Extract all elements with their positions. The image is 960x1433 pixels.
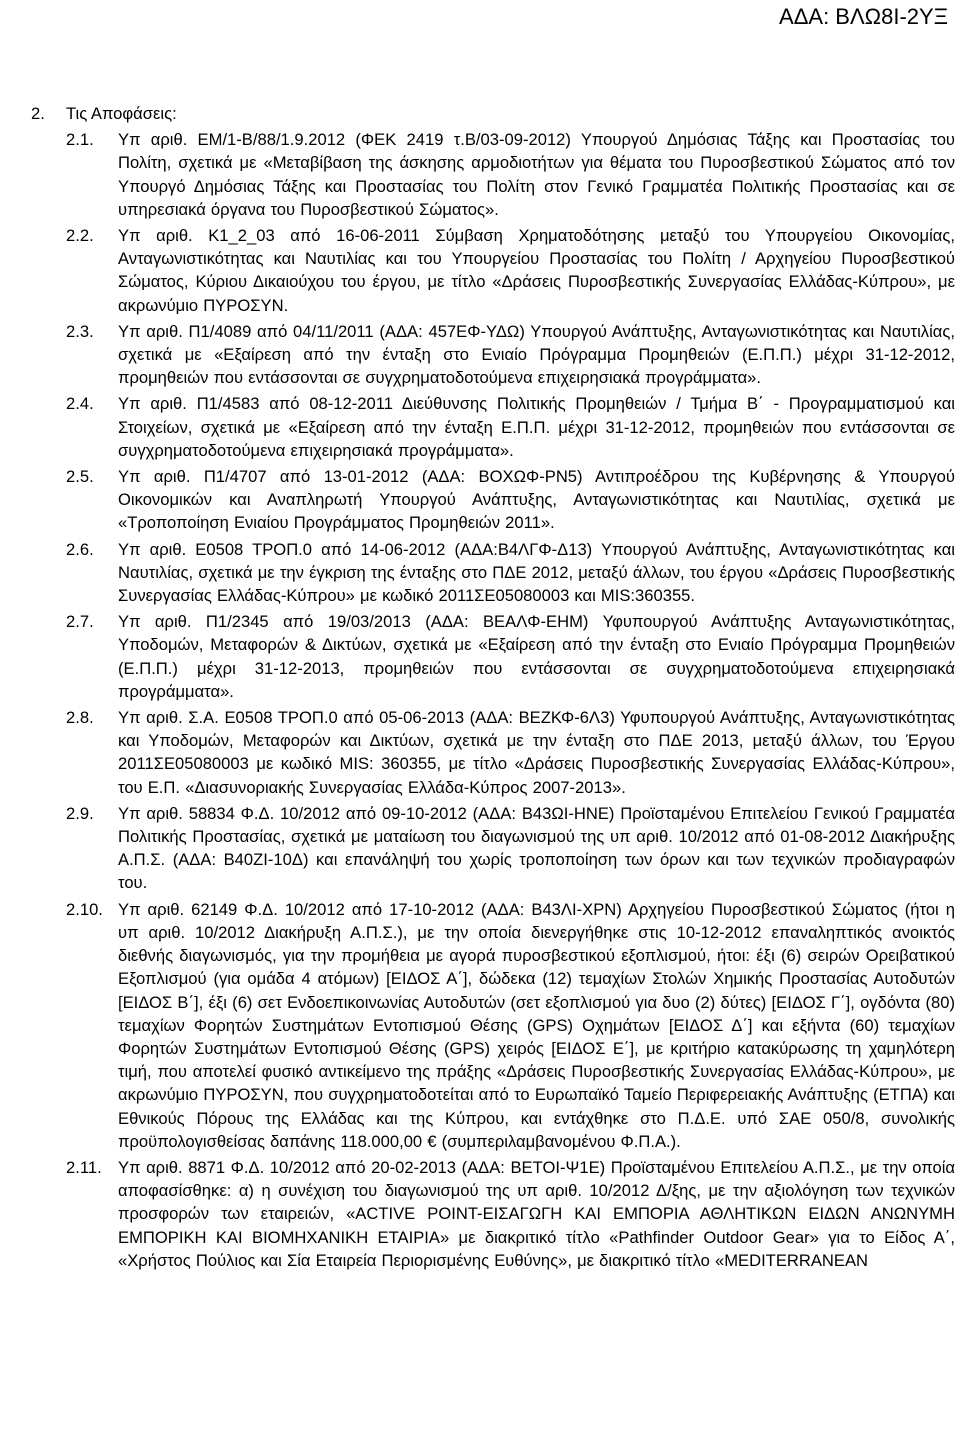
item-number: 2.8. [66,708,94,728]
document-code: ΑΔΑ: ΒΛΩ8Ι-2ΥΞ [779,4,948,29]
item-number: 2.7. [66,612,94,632]
item-text: Υπ αριθ. 8871 Φ.Δ. 10/2012 από 20-02-2013 (ΑΔΑ: ΒΕΤΟΙ-Ψ1Ε) Προϊσταμένου Επιτελείου Α.Π.Σ., με την οποία αποφασίσθηκε: α) η συνέχιση του διαγωνισμού της υπ αριθ. 10/2012 Δ/ξης, με την αξιολόγηση των τεχνικών προσφορών των εταιρειών, «ACTIVE POINT-ΕΙΣΑΓΩΓΗ ΚΑΙ ΕΜΠΟΡΙΑ ΑΘΛΗΤΙΚΩΝ ΕΙΔΩΝ ΑΝΩΝΥΜΗ ΕΜΠΟΡΙΚΗ ΚΑΙ ΒΙΟΜΗΧΑΝΙΚΗ ΕΤΑΙΡΙΑ» με διακριτικό τίτλο «Pathfinder Outdoor Gear» για το Είδος Α΄, «Χρήστος Πούλιος και Σία Εταιρεία Περιορισμένης Ευθύνης», με διακριτικό τίτλο «MEDITERRANEAN [118,1157,955,1270]
list-item [0,1156,960,1272]
list-item [0,224,960,317]
item-number: 2.4. [66,394,94,414]
list-item [0,706,960,799]
list-item [0,802,960,895]
list-item [0,320,960,390]
document-body [0,102,960,1272]
item-number: 2.11. [66,1157,102,1177]
list-item [0,610,960,703]
item-text: Υπ αριθ. Π1/4089 από 04/11/2011 (ΑΔΑ: 457ΕΦ-ΥΔΩ) Υπουργού Ανάπτυξης, Ανταγωνιστικότητας και Ναυτιλίας, σχετικά με «Εξαίρεση από την ένταξη στο Ενιαίο Πρόγραμμα Προμηθειών (Ε.Π.Π.) μέχρι 31-12-2012, προμηθειών που εντάσσονται σε συγχρηματοδοτούμενα επιχειρησιακά προγράμματα». [118,321,955,388]
list-item [0,538,960,608]
item-text: Υπ αριθ. Π1/4583 από 08-12-2011 Διεύθυνσης Πολιτικής Προμηθειών / Τμήμα Β΄ - Προγραμματισμού και Στοιχείων, σχετικά με «Εξαίρεση από την ένταξη Ε.Π.Π. μέχρι 31-12-2012, προμηθειών που εντάσσονται σε συγχρηματοδοτούμενα επιχειρησιακά προγράμματα». [118,394,955,460]
item-text: Υπ αριθ. Π1/4707 από 13-01-2012 (ΑΔΑ: ΒΟΧΩΦ-ΡΝ5) Αντιπροέδρου της Κυβέρνησης & Υπουργού Οικονομικών και Αναπληρωτή Υπουργού Ανάπτυξης, Ανταγωνιστικότητας και Ναυτιλίας, σχετικά με «Τροποποίηση Ενιαίου Προγράμματος Προμηθειών 2011». [118,467,955,533]
item-number: 2.1. [66,130,94,150]
item-number: 2.5. [66,467,94,487]
item-number: 2.6. [66,539,94,559]
item-number: 2.2. [66,226,94,245]
item-text: Υπ αριθ. Κ1_2_03 από 16-06-2011 Σύμβαση Χρηματοδότησης μεταξύ του Υπουργείου Οικονομίας, Ανταγωνιστικότητας και Ναυτιλίας και του Υπουργείου Προστασίας του Πολίτη / Αρχηγείου Πυροσβεστικού Σώματος, Κύριου Δικαιούχου του έργου, με τίτλο «Δράσεις Πυροσβεστικής Συνεργασίας Ελλάδας-Κύπρου», με ακρωνύμιο ΠΥΡΟΣΥΝ. [118,226,955,315]
item-text: Υπ αριθ. 58834 Φ.Δ. 10/2012 από 09-10-2012 (ΑΔΑ: Β43ΩΙ-ΗΝΕ) Προϊσταμένου Επιτελείου Γενικού Γραμματέα Πολιτικής Προστασίας, σχετικά με ματαίωση του διαγωνισμού της υπ αριθ. 10/2012 από 01-08-2012 Διακήρυξης Α.Π.Σ. (ΑΔΑ: Β40ΖΙ-10Δ) και επανάληψή του χωρίς τροποποίηση των όρων και των τεχνικών προδιαγραφών του. [118,803,955,893]
section-number: 2. [31,104,45,123]
list-item [0,898,960,1153]
section-title: Τις Αποφάσεις: [66,104,177,123]
item-text: Υπ αριθ. ΕΜ/1-Β/88/1.9.2012 (ΦΕΚ 2419 τ.Β/03-09-2012) Υπουργού Δημόσιας Τάξης και Προστασίας του Πολίτη, σχετικά με «Μεταβίβαση της άσκησης αρμοδιοτήτων για θέματα του Πυροσβεστικού Σώματος από τον Υπουργό Δημόσιας Τάξης και Προστασίας του Πολίτη στον Γενικό Γραμματέα Πολιτικής Προστασίας και σε υπηρεσιακά όργανα του Πυροσβεστικού Σώματος». [118,130,955,219]
list-item [0,392,960,462]
item-text: Υπ αριθ. 62149 Φ.Δ. 10/2012 από 17-10-2012 (ΑΔΑ: Β43ΛΙ-ΧΡΝ) Αρχηγείου Πυροσβεστικού Σώματος (ήτοι η υπ αριθ. 10/2012 Διακήρυξη Α.Π.Σ.), με την οποία διενεργήθηκε στις 10-12-2012 επαναληπτικός ανοικτός διεθνής διαγωνισμός, για την προμήθεια με αγορά πυροσβεστικού εξοπλισμού, ήτοι: έξι (6) σειρών Ορειβατικού Εξοπλισμού (για ομάδα 4 ατόμων) [ΕΙΔΟΣ Α΄], δώδεκα (12) τεμαχίων Στολών Χημικής Προστασίας Αυτοδυτών [ΕΙΔΟΣ Β΄], έξι (6) σετ Ενδοεπικοινωνίας Αυτοδυτών (σετ εξοπλισμού για δυο (2) δύτες) [ΕΙΔΟΣ Γ΄], ογδόντα (80) τεμαχίων Φορητών Συστημάτων Εντοπισμού Θέσης (GPS) Οχημάτων [ΕΙΔΟΣ Δ΄] και εξήντα (60) τεμαχίων Φορητών Συστημάτων Εντοπισμού Θέσης (GPS) χειρός [ΕΙΔΟΣ Ε΄], με κριτήριο κατακύρωσης τη χαμηλότερη τιμή, που αποτελεί φυσικό αντικείμενο της πράξης «Δράσεις Πυροσβεστικής Συνεργασίας Ελλάδας-Κύπρου», με ακρωνύμιο ΠΥΡΟΣΥΝ, που συγχρηματοδοτείται από το Ευρωπαϊκό Ταμείο Περιφερειακής Ανάπτυξης (ΕΤΠΑ) και Εθνικούς Πόρους της Ελλάδας και της Κύπρου, και εντάχθηκε στο Π.Δ.Ε. υπό ΣΑΕ 050/8, συνολικής προϋπολογισθείσας δαπάνης 118.000,00 € (συμπεριλαμβανομένου Φ.Π.Α.). [118,899,955,1151]
item-text: Υπ αριθ. Σ.Α. Ε0508 ΤΡΟΠ.0 από 05-06-2013 (ΑΔΑ: ΒΕΖΚΦ-6Λ3) Υφυπουργού Ανάπτυξης, Ανταγωνιστικότητας και Υποδομών, Μεταφορών και Δικτύων, σχετικά με την ένταξη στο ΠΔΕ 2013, μεταξύ άλλων, του Έργου 2011ΣΕ05080003 με κωδικό MIS: 360355, με τίτλο «Δράσεις Πυροσβεστικής Συνεργασίας Ελλάδας-Κύπρου», του Ε.Π. «Διασυνοριακής Συνεργασίας Ελλάδα-Κύπρος 2007-2013». [118,708,955,797]
item-text: Υπ αριθ. Ε0508 ΤΡΟΠ.0 από 14-06-2012 (ΑΔΑ:Β4ΛΓΦ-Δ13) Υπουργού Ανάπτυξης, Ανταγωνιστικότητας και Ναυτιλίας, σχετικά με την έγκριση της ένταξης στο ΠΔΕ 2012, μεταξύ άλλων, του έργου «Δράσεις Πυροσβεστικής Συνεργασίας Ελλάδας-Κύπρου» με κωδικό 2011ΣΕ05080003 και MIS:360355. [118,539,955,606]
section-heading [0,102,960,125]
item-number: 2.3. [66,321,94,341]
item-number: 2.9. [66,803,94,823]
list-item [0,465,960,535]
item-text: Υπ αριθ. Π1/2345 από 19/03/2013 (ΑΔΑ: ΒΕΑΛΦ-ΕΗΜ) Υφυπουργού Ανάπτυξης Ανταγωνιστικότητας, Υποδομών, Μεταφορών & Δικτύων, σχετικά με «Εξαίρεση από την ένταξη στο Ενιαίο Πρόγραμμα Προμηθειών (Ε.Π.Π.) μέχρι 31-12-2013, προμηθειών που εντάσσονται σε συγχρηματοδοτούμενα επιχειρησιακά προγράμματα». [118,612,955,701]
list-item [0,128,960,221]
item-number: 2.10. [66,899,103,919]
